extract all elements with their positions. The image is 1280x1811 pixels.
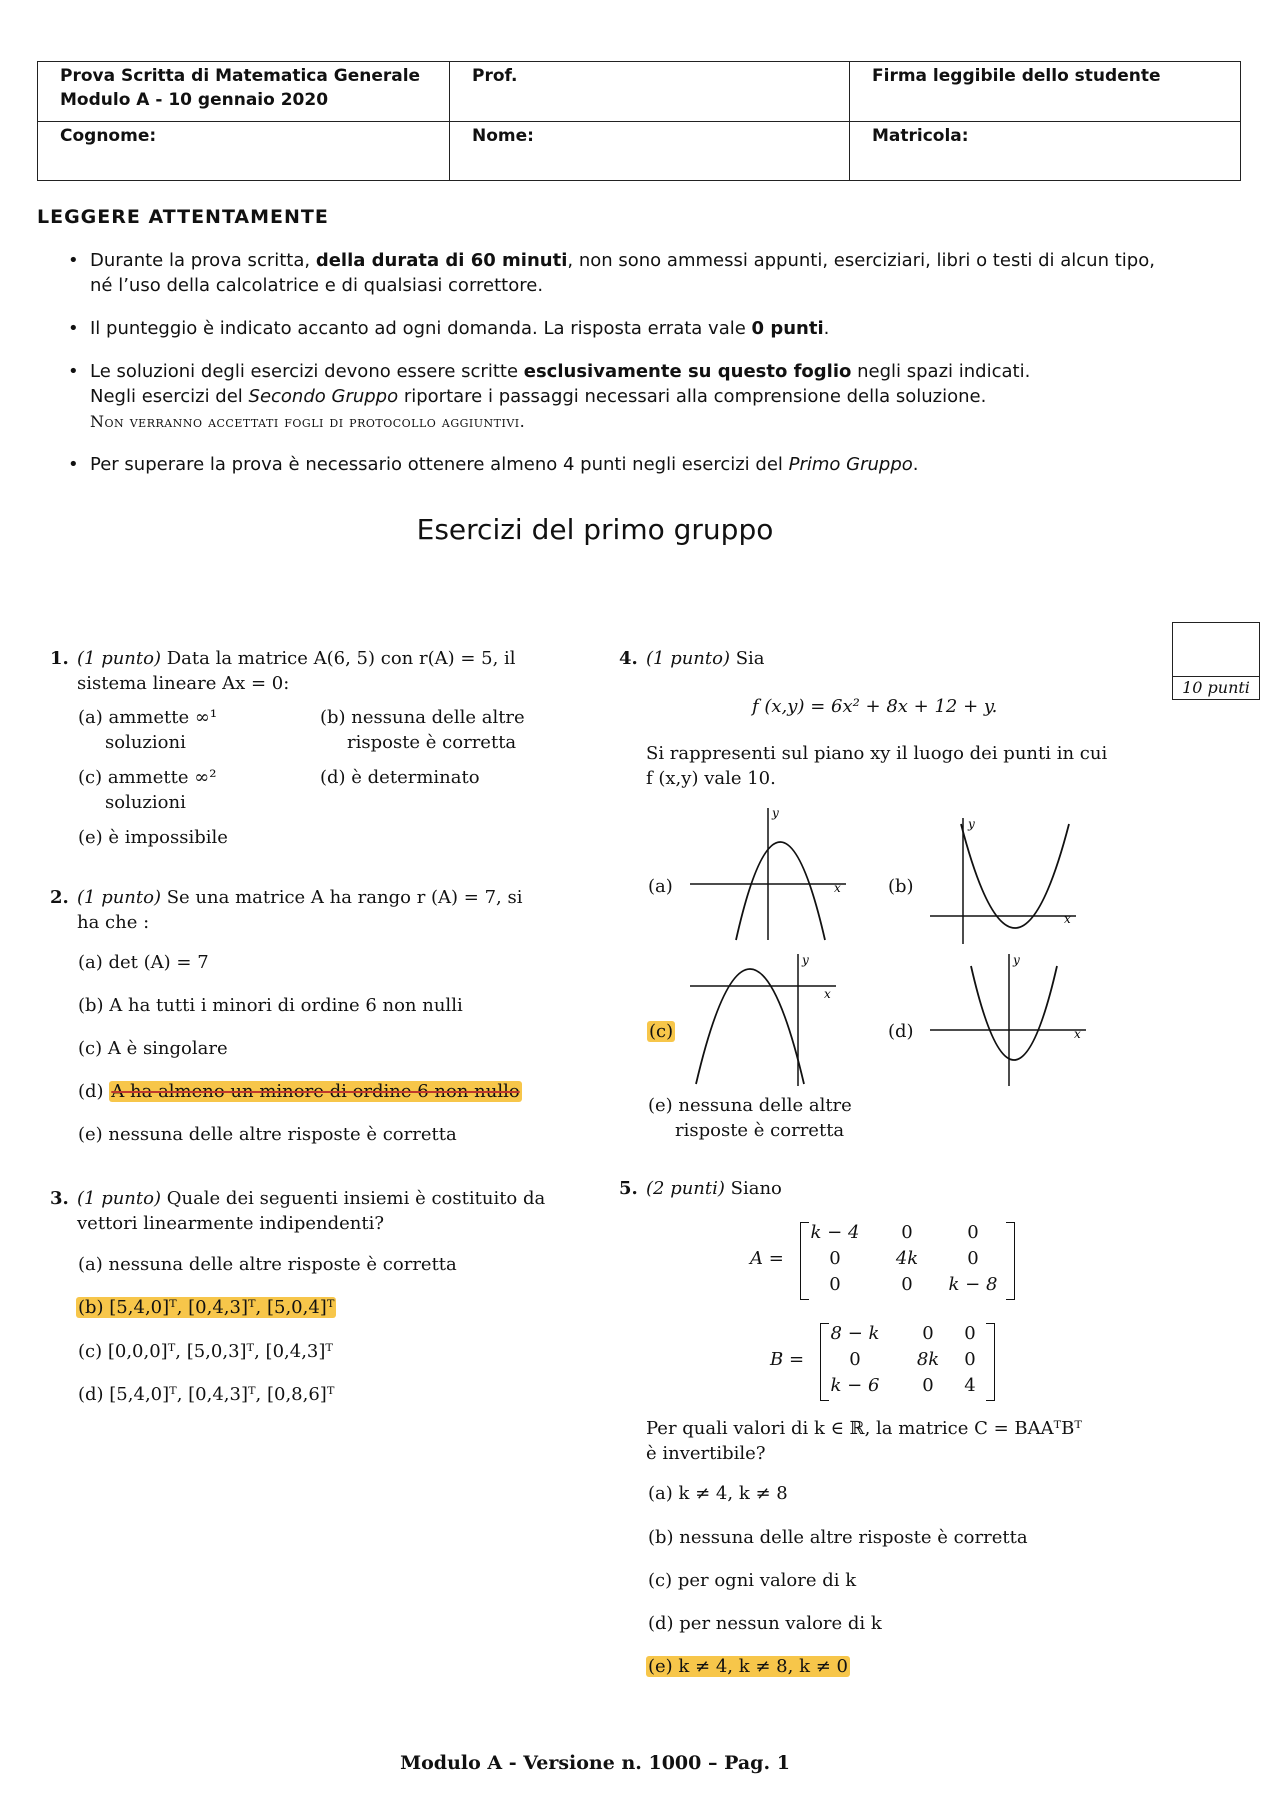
second-group-italic: Secondo Gruppo <box>248 386 399 407</box>
question-text: Se una matrice A ha rango r (A) = 7, si <box>161 887 523 908</box>
instruction-scoring <box>68 316 1188 341</box>
matrix-cell: 0 <box>964 1323 976 1344</box>
instruction-duration <box>68 248 1188 298</box>
question-text: Siano <box>724 1178 782 1199</box>
question-text: f (x,y) vale 10. <box>646 768 776 789</box>
q2-option-e[interactable]: (e) nessuna delle altre risposte è corretta <box>78 1124 457 1145</box>
q3-option-b[interactable] <box>76 1295 336 1320</box>
exam-title: Prova Scritta di Matematica Generale <box>60 66 421 86</box>
matrix-cell: 0 <box>967 1248 979 1269</box>
score-label: 10 punti <box>1173 676 1259 699</box>
q2-option-b[interactable]: (b) A ha tutti i minori di ordine 6 non nulli <box>78 995 463 1016</box>
exclusive-bold: esclusivamente su questo foglio <box>523 361 852 382</box>
parabola-curve <box>971 966 1057 1060</box>
option-text: (e) nessuna delle altre <box>648 1095 852 1116</box>
instruction-solutions <box>68 359 1188 434</box>
question-number: 1. <box>50 648 69 669</box>
question-text: è invertibile? <box>646 1443 766 1464</box>
matrix-cell: 4k <box>895 1248 919 1269</box>
page-footer: Modulo A - Versione n. 1000 – Pag. 1 <box>400 1752 790 1774</box>
question-number: 4. <box>619 648 638 669</box>
duration-bold: della durata di 60 minuti <box>315 250 568 271</box>
matrix-cell: 0 <box>964 1349 976 1370</box>
points: (1 punto) <box>77 648 161 669</box>
matrix-cell: 0 <box>967 1222 979 1243</box>
q4-graph-a[interactable] <box>688 806 848 942</box>
question-text: Sia <box>730 648 765 669</box>
matrix-cell: 4 <box>964 1375 976 1396</box>
question-number: 3. <box>50 1188 69 1209</box>
student-id-label: Matricola: <box>872 126 969 146</box>
matrix-cell: 0 <box>849 1349 861 1370</box>
right-bracket <box>1006 1222 1015 1300</box>
option-text: risposte è corretta <box>347 732 517 753</box>
highlighted-option-text: (b) [5,4,0]ᵀ, [0,4,3]ᵀ, [5,0,4]ᵀ <box>78 1297 335 1318</box>
signature-label: Firma leggibile dello studente <box>872 66 1161 86</box>
q5-option-c[interactable]: (c) per ogni valore di k <box>648 1570 857 1591</box>
parabola-curve <box>736 842 825 940</box>
question-text: ha che : <box>77 912 150 933</box>
q4-graph-d[interactable] <box>928 952 1088 1088</box>
matrix-cell: 8k <box>916 1349 940 1370</box>
matrix-b-label: B = <box>770 1349 805 1370</box>
question-text: Per quali valori di k ∈ ℝ, la matrice C = BAAᵀBᵀ <box>646 1418 1082 1439</box>
q2-option-c[interactable]: (c) A è singolare <box>78 1038 228 1059</box>
option-text: soluzioni <box>105 732 186 753</box>
question-1 <box>50 646 577 696</box>
exam-subtitle: Modulo A - 10 gennaio 2020 <box>60 90 329 110</box>
prof-cell <box>450 62 850 122</box>
question-text: Quale dei seguenti insiemi è costituito da <box>161 1188 546 1209</box>
parabola-curve <box>961 824 1069 928</box>
option-label: (d) <box>78 1081 110 1102</box>
matrix-a-label: A = <box>750 1248 784 1269</box>
text: Negli esercizi del <box>90 386 249 407</box>
points: (1 punto) <box>646 648 730 669</box>
matrix-cell: k − 4 <box>810 1222 860 1243</box>
q5-option-d[interactable]: (d) per nessun valore di k <box>648 1613 882 1634</box>
matrix-cell: 0 <box>922 1323 934 1344</box>
text: Le soluzioni degli esercizi devono essere scritte <box>90 361 524 382</box>
surname-cell <box>38 122 450 180</box>
matrix-cell: 8 − k <box>830 1323 880 1344</box>
header-table <box>37 61 1241 181</box>
points: (1 punto) <box>77 1188 161 1209</box>
option-text: (c) ammette ∞² <box>78 767 217 788</box>
instructions-heading: LEGGERE ATTENTAMENTE <box>37 206 329 228</box>
matrix-b <box>770 1323 1010 1403</box>
name-cell <box>450 122 850 180</box>
y-label: y <box>968 817 975 831</box>
instructions-list <box>68 248 1188 495</box>
matrix-cell: 0 <box>829 1248 841 1269</box>
text: , non sono ammessi appunti, eserciziari, libri o testi di alcun tipo, <box>567 250 1155 271</box>
option-text: soluzioni <box>105 792 186 813</box>
q1-option-a[interactable] <box>78 705 217 755</box>
matrix-cell: k − 8 <box>948 1274 998 1295</box>
question-text: vettori linearmente indipendenti? <box>77 1213 385 1234</box>
y-label: y <box>1013 953 1020 967</box>
text: . <box>823 318 830 339</box>
q4-option-b-label[interactable]: (b) <box>888 876 914 897</box>
q4-text <box>646 741 1166 791</box>
q4-formula: f (x,y) = 6x² + 8x + 12 + y. <box>752 696 998 717</box>
q4-option-d-label[interactable]: (d) <box>888 1021 914 1042</box>
instruction-pass <box>68 452 1188 477</box>
prof-label: Prof. <box>472 66 518 86</box>
q4-option-c-label[interactable] <box>647 1019 675 1044</box>
question-3 <box>50 1186 577 1236</box>
q2-option-a[interactable]: (a) det (A) = 7 <box>78 952 209 973</box>
text: Per superare la prova è necessario ottenere almeno 4 punti negli esercizi del <box>90 454 789 475</box>
text: riportare i passaggi necessari alla comprensione della soluzione. <box>398 386 987 407</box>
q2-option-d[interactable] <box>78 1079 522 1104</box>
points: (2 punti) <box>646 1178 725 1199</box>
text: né l’uso della calcolatrice e di qualsiasi correttore. <box>90 275 544 296</box>
signature-cell <box>850 62 1240 122</box>
highlighted-option-text: (c) <box>649 1021 674 1042</box>
text: Il punteggio è indicato accanto ad ogni domanda. La risposta errata vale <box>90 318 752 339</box>
option-text: (b) nessuna delle altre <box>320 707 525 728</box>
question-text: sistema lineare Ax = 0: <box>77 673 290 694</box>
question-2 <box>50 885 577 935</box>
q4-option-e[interactable] <box>648 1093 852 1143</box>
x-label: x <box>1064 912 1071 926</box>
section-title: Esercizi del primo gruppo <box>416 513 774 546</box>
highlighted-option-text: (e) k ≠ 4, k ≠ 8, k ≠ 0 <box>648 1656 848 1677</box>
q1-option-e[interactable]: (e) è impossibile <box>78 827 228 848</box>
text: negli spazi indicati. <box>851 361 1031 382</box>
y-label: y <box>772 806 779 820</box>
text: . <box>912 454 919 475</box>
q1-option-d[interactable]: (d) è determinato <box>320 767 480 788</box>
option-text: risposte è corretta <box>675 1120 845 1141</box>
x-label: x <box>824 987 831 1001</box>
text: Durante la prova scritta, <box>90 250 316 271</box>
name-label: Nome: <box>472 126 534 146</box>
question-text: Si rappresenti sul piano xy il luogo dei punti in cui <box>646 743 1108 764</box>
score-box <box>1172 622 1260 700</box>
y-label: y <box>802 953 809 967</box>
surname-label: Cognome: <box>60 126 157 146</box>
x-label: x <box>834 881 841 895</box>
q4-option-a-label[interactable]: (a) <box>648 876 673 897</box>
q5-option-b[interactable]: (b) nessuna delle altre risposte è corretta <box>648 1527 1028 1548</box>
matrix-cell: 0 <box>922 1375 934 1396</box>
q3-option-d[interactable]: (d) [5,4,0]ᵀ, [0,4,3]ᵀ, [0,8,6]ᵀ <box>78 1384 335 1405</box>
first-group-italic: Primo Gruppo <box>788 454 913 475</box>
x-label: x <box>1074 1027 1081 1041</box>
matrix-cell: 0 <box>901 1274 913 1295</box>
q5-text <box>646 1416 1186 1466</box>
question-number: 5. <box>619 1178 638 1199</box>
points: (1 punto) <box>77 887 161 908</box>
option-text: (a) ammette ∞¹ <box>78 707 218 728</box>
matrix-cell: k − 6 <box>830 1375 880 1396</box>
q5-option-e[interactable] <box>646 1654 850 1679</box>
q4-graph-b[interactable] <box>928 816 1078 946</box>
q3-option-a[interactable]: (a) nessuna delle altre risposte è corretta <box>78 1254 457 1275</box>
question-5 <box>619 1176 1166 1201</box>
q1-option-b[interactable] <box>320 705 525 755</box>
matrix-cell: 0 <box>829 1274 841 1295</box>
exam-title-cell <box>38 62 450 122</box>
no-extra-sheets-notice: Non verranno accettati fogli di protocollo aggiuntivi. <box>90 412 526 431</box>
question-number: 2. <box>50 887 69 908</box>
question-4 <box>619 646 1166 671</box>
struck-highlighted-option-text: A ha almeno un minore di ordine 6 non nullo <box>111 1081 520 1102</box>
matrix-a <box>750 1222 1020 1302</box>
q1-option-c[interactable] <box>78 765 216 815</box>
student-id-cell <box>850 122 1240 180</box>
matrix-cell: 0 <box>901 1222 913 1243</box>
q5-option-a[interactable]: (a) k ≠ 4, k ≠ 8 <box>648 1483 788 1504</box>
q4-graph-c[interactable] <box>688 952 838 1088</box>
question-text: Data la matrice A(6, 5) con r(A) = 5, il <box>161 648 516 669</box>
zero-points-bold: 0 punti <box>751 318 824 339</box>
q3-option-c[interactable]: (c) [0,0,0]ᵀ, [5,0,3]ᵀ, [0,4,3]ᵀ <box>78 1341 333 1362</box>
